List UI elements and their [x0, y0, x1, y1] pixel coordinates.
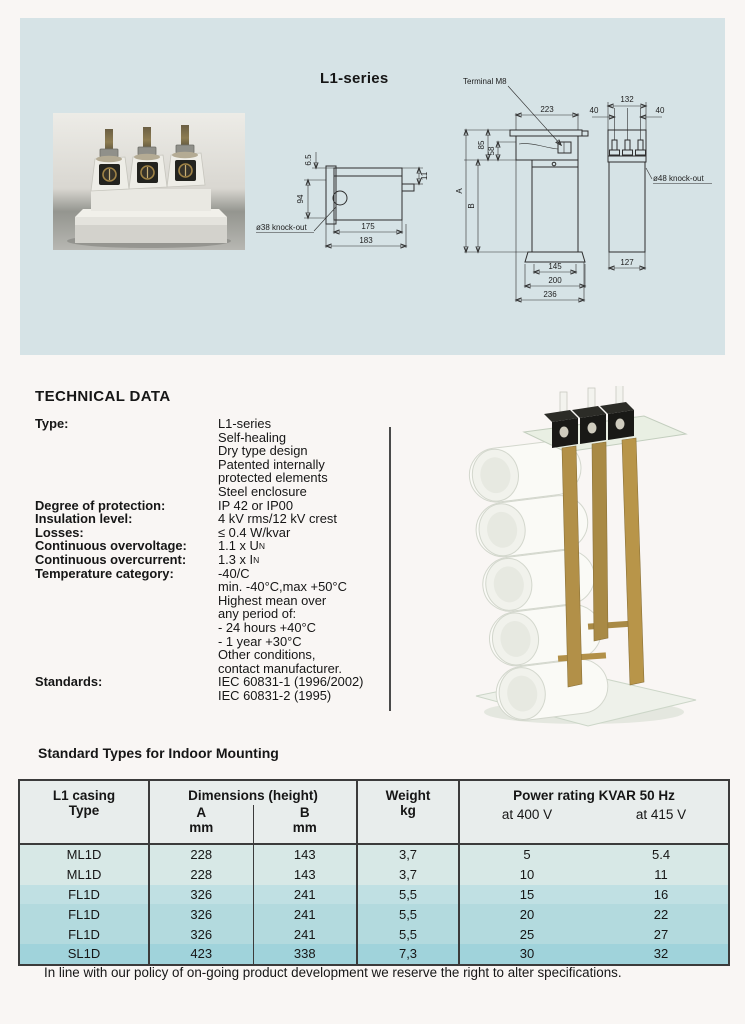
header-power-rating: Power rating KVAR 50 Hz at 400 V at 415 V [459, 780, 729, 844]
front-view [455, 77, 588, 302]
series-title: L1-series [320, 70, 389, 87]
standard-types-table [18, 779, 730, 966]
table-row: ML1D 228 143 3,7 10 11 [19, 865, 729, 885]
tech-line: Continuous overcurrent: 1.3 x I N [35, 551, 260, 567]
dim-183-label: 183 [359, 236, 373, 245]
table-row: SL1D 423 338 7,3 30 32 [19, 944, 729, 965]
vertical-divider [389, 427, 391, 711]
terminal-m8-label: Terminal M8 [463, 77, 507, 86]
tech-line: Dry type design [218, 443, 308, 459]
tech-line: Highest mean over [218, 592, 327, 608]
tech-line: - 24 hours +40°C [218, 619, 316, 635]
header-casing-type: L1 casing Type [19, 780, 149, 844]
types-table-wrap [18, 779, 730, 966]
knockout-48-label: ø48 knock-out [653, 174, 704, 183]
tech-line: Insulation level: 4 kV rms/12 kV crest [35, 511, 337, 527]
dim-200-label: 200 [548, 276, 562, 285]
dim-40-left-label: 40 [589, 106, 599, 115]
table-row: FL1D 326 241 5,5 25 27 [19, 924, 729, 944]
dim-85-label: 85 [477, 140, 486, 150]
dim-a-label: A [455, 188, 464, 194]
tech-line: Steel enclosure [218, 483, 307, 499]
table-header-row [19, 780, 729, 844]
dim-b-label: B [467, 203, 476, 209]
tech-line: min. -40°C,max +50°C [218, 579, 347, 595]
tech-line: Temperature category: -40/C [35, 565, 250, 581]
knockout-38-label: ø38 knock-out [256, 223, 307, 232]
tech-line: Self-healing [218, 429, 287, 445]
footer-disclaimer: In line with our policy of on-going product development we reserve the right to alter specifications. [44, 965, 622, 980]
dim-40-right-label: 40 [655, 106, 665, 115]
dim-145-label: 145 [548, 262, 562, 271]
side-detail-view [256, 152, 429, 248]
table-row: FL1D 326 241 5,5 15 16 [19, 885, 729, 905]
drawing-panel [20, 18, 725, 355]
tech-line: - 1 year +30°C [218, 633, 302, 649]
dim-132-label: 132 [620, 95, 634, 104]
tech-line: Losses: ≤ 0.4 W/kvar [35, 524, 291, 540]
side-view [590, 95, 712, 270]
table-title: Standard Types for Indoor Mounting [38, 745, 279, 761]
dimension-drawings [20, 18, 725, 355]
tech-line: contact manufacturer. [218, 660, 342, 676]
dim-236-label: 236 [543, 290, 557, 299]
capacitor-cylinders [466, 438, 611, 724]
tech-line: Continuous overvoltage: 1.1 x U N [35, 538, 265, 554]
dim-6-5-label: 6.5 [304, 154, 313, 166]
dim-127-label: 127 [620, 258, 634, 267]
tech-line: Patented internally [218, 456, 325, 472]
dim-175-label: 175 [361, 222, 375, 231]
tech-line: any period of: [218, 606, 297, 622]
busbars [558, 438, 644, 687]
dim-223-label: 223 [540, 105, 554, 114]
header-weight: Weight kg [357, 780, 459, 844]
tech-line: Standards: IEC 60831-1 (1996/2002) [35, 674, 364, 690]
tech-line: Degree of protection: IP 42 or IP00 [35, 497, 294, 513]
technical-data-list [35, 417, 391, 702]
technical-data-heading: TECHNICAL DATA [35, 388, 171, 405]
dim-58-label: 58 [487, 146, 496, 156]
table-row: FL1D 326 241 5,5 20 22 [19, 904, 729, 924]
dim-11-label: 11 [420, 171, 429, 181]
table-row: ML1D 228 143 3,7 5 5.4 [19, 844, 729, 865]
tech-line: IEC 60831-2 (1995) [218, 687, 332, 703]
tech-line: Other conditions, [218, 647, 316, 663]
dim-94-label: 94 [296, 194, 305, 204]
tech-line: Type: L1-series [35, 416, 272, 431]
tech-line: protected elements [218, 470, 328, 486]
header-dimensions: Dimensions (height) A mm B mm [149, 780, 357, 844]
capacitor-internal-illustration [466, 386, 706, 734]
